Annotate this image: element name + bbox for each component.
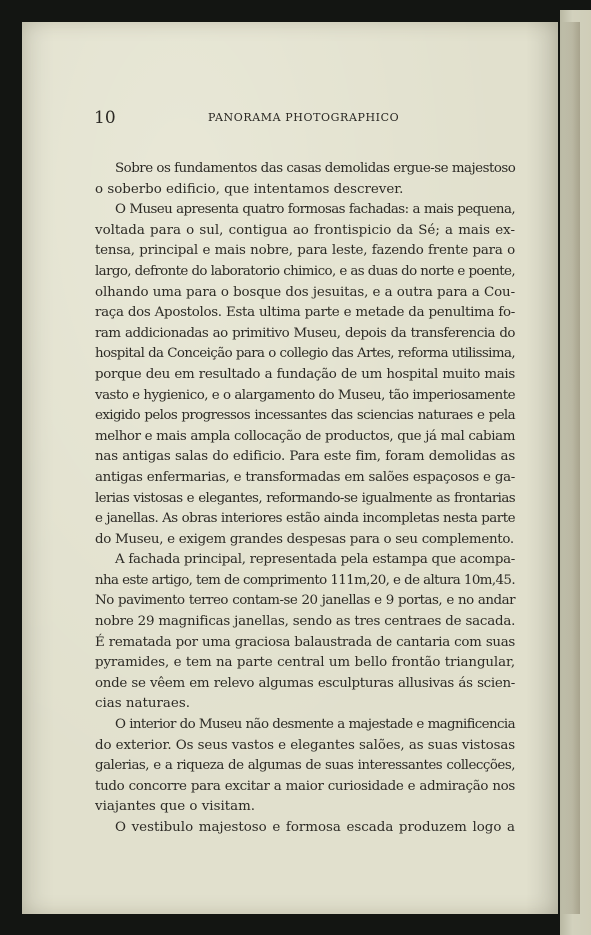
page-header [94, 108, 514, 130]
text-line: raça dos Apostolos. Esta ultima parte e metade da penultima fo- [95, 305, 515, 321]
text-line: O interior do Museu não desmente a majestade e magnificencia [115, 717, 515, 733]
body-text [95, 159, 515, 839]
text-line: do exterior. Os seus vastos e elegantes salões, as suas vistosas [95, 737, 515, 753]
text-line: nobre 29 magnificas janellas, sendo as tres centraes de sacada. [95, 614, 516, 630]
text-line: viajantes que o visitam. [95, 799, 256, 815]
text-line: melhor e mais ampla collocação de productos, que já mal cabiam [95, 428, 515, 444]
text-line: largo, defronte do laboratorio chimico, e as duas do norte e poente, [95, 263, 515, 279]
text-line: cias naturaes. [95, 696, 190, 712]
page-gutter-shadow [562, 22, 580, 914]
text-line: o soberbo edificio, que intentamos descrever. [95, 181, 404, 197]
text-line: ram addicionadas ao primitivo Museu, depois da transferencia do [95, 325, 515, 341]
text-line: porque deu em resultado a fundação de um hospital muito mais [95, 366, 515, 382]
text-line: pyramides, e tem na parte central um bello frontão triangular, [95, 655, 515, 671]
text-line: lerias vistosas e elegantes, reformando-se igualmente as frontarias [95, 490, 515, 506]
text-line: hospital da Conceição para o collegio das Artes, reforma utilissima, [95, 346, 515, 362]
text-line: e janellas. As obras interiores estão ainda incompletas nesta parte [95, 511, 515, 527]
text-line: exigido pelos progressos incessantes das sciencias naturaes e pela [95, 408, 515, 424]
text-line: voltada para o sul, contigua ao frontispicio da Sé; a mais ex- [95, 222, 515, 238]
text-line: tensa, principal e mais nobre, para leste, fazendo frente para o [95, 243, 515, 259]
text-line: tudo concorre para excitar a maior curiosidade e admiração nos [95, 778, 515, 794]
text-line: onde se vêem em relevo algumas esculpturas allusivas ás scien- [95, 675, 515, 691]
text-line: No pavimento terreo contam-se 20 janellas e 9 portas, e no andar [95, 593, 515, 609]
text-line: A fachada principal, representada pela estampa que acompa- [115, 552, 515, 568]
text-line: antigas enfermarias, e transformadas em salões espaçosos e ga- [95, 469, 515, 485]
text-line: olhando uma para o bosque dos jesuitas, e a outra para a Cou- [95, 284, 515, 300]
text-line: O vestibulo majestoso e formosa escada produzem logo a [115, 820, 515, 835]
running-head: PANORAMA PHOTOGRAPHICO [208, 111, 400, 124]
text-line: vasto e hygienico, e o alargamento do Museu, tão imperiosamente [95, 387, 515, 403]
page-number: 10 [94, 108, 116, 128]
text-line: nas antigas salas do edificio. Para este fim, foram demolidas as [95, 449, 515, 465]
text-line: do Museu, e exigem grandes despesas para o seu complemento. [95, 531, 514, 547]
text-line: nha este artigo, tem de comprimento 111m,20, e de altura 10m,45. [95, 572, 515, 588]
text-line: Sobre os fundamentos das casas demolidas ergue-se majestoso [115, 161, 516, 176]
text-line: O Museu apresenta quatro formosas fachadas: a mais pequena, [115, 202, 515, 218]
text-line: É rematada por uma graciosa balaustrada de cantaria com suas [95, 634, 515, 650]
text-line: galerias, e a riqueza de algumas de suas interessantes collecções, [95, 758, 515, 774]
